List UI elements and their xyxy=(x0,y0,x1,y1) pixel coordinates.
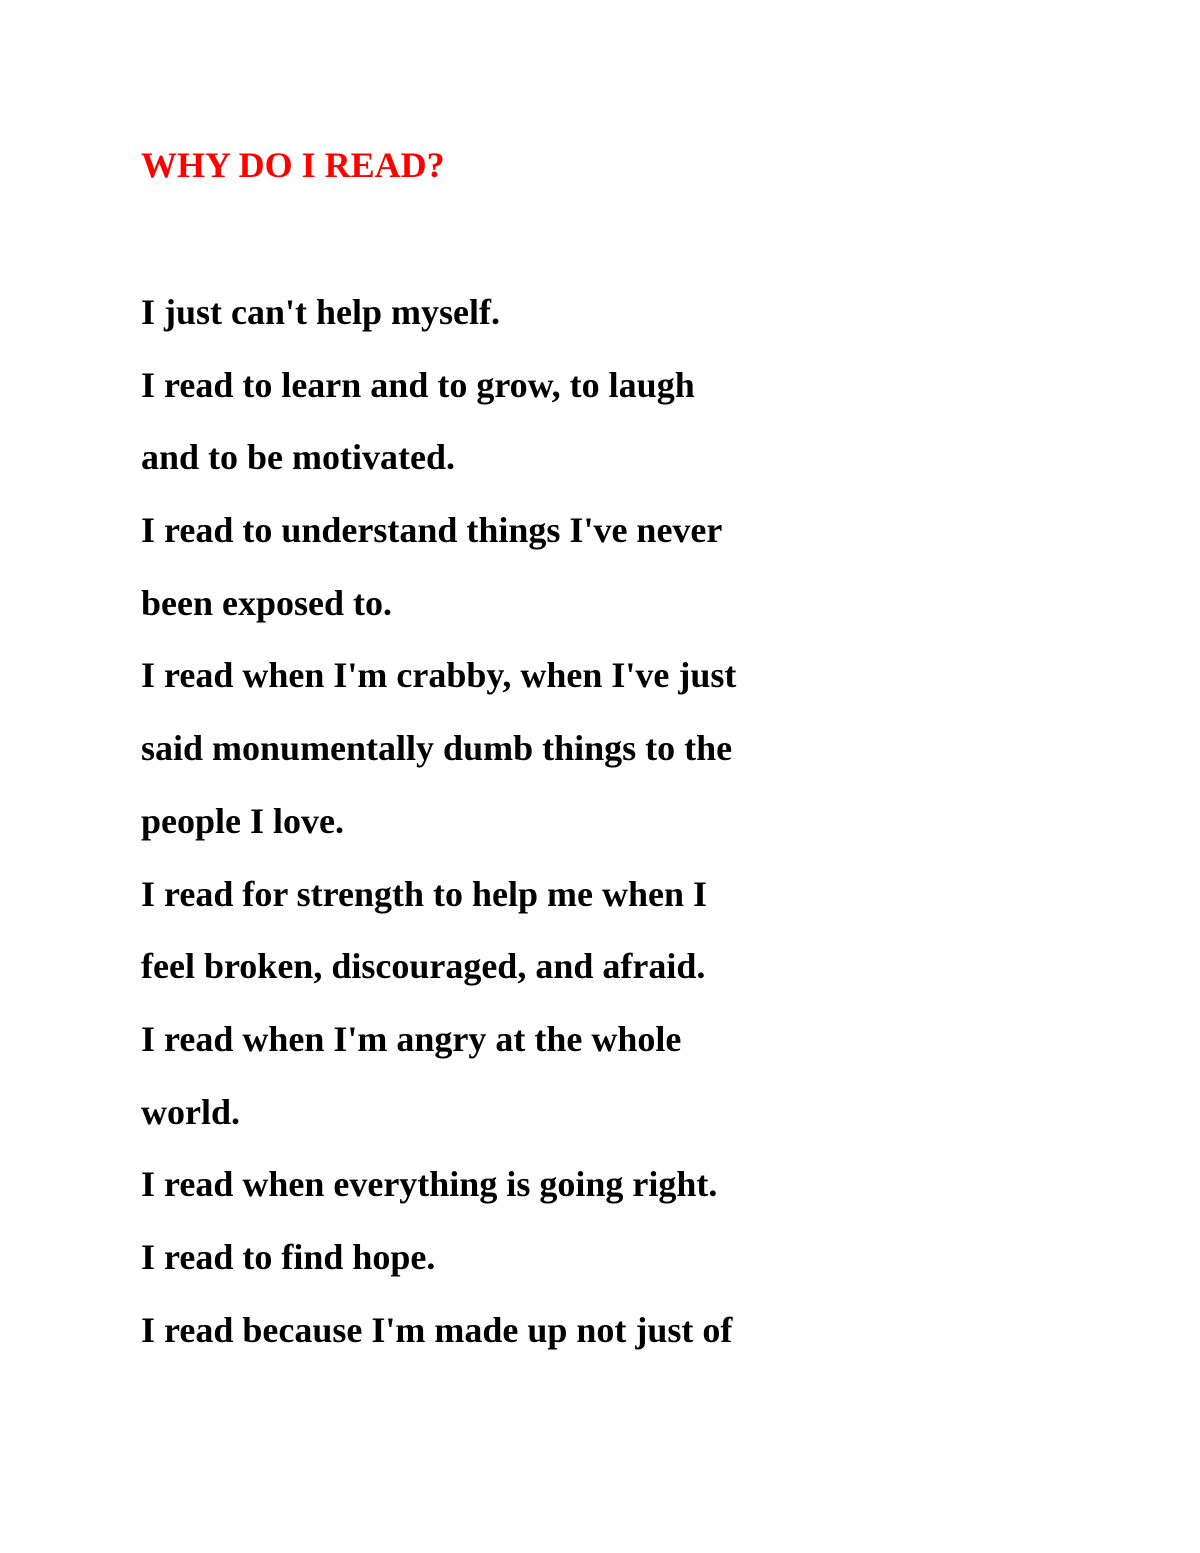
poem-line: said monumentally dumb things to the xyxy=(141,728,733,769)
poem-line: I read to learn and to grow, to laugh xyxy=(141,364,695,405)
poem-line: I read when everything is going right. xyxy=(141,1164,718,1205)
poem-line: I read for strength to help me when I xyxy=(141,873,707,914)
poem-line: I read when I'm crabby, when I've just xyxy=(141,655,737,696)
poem-lines xyxy=(141,284,736,1374)
poem-line: world. xyxy=(141,1091,240,1132)
poem-line: I read when I'm angry at the whole xyxy=(141,1018,682,1059)
poem-line: people I love. xyxy=(141,800,344,841)
poem-line: and to be motivated. xyxy=(141,437,455,478)
poem-line: I read to find hope. xyxy=(141,1236,436,1277)
poem-line: been exposed to. xyxy=(141,582,392,623)
poem-line: feel broken, discouraged, and afraid. xyxy=(141,946,706,987)
poem-line: I read because I'm made up not just of xyxy=(141,1309,733,1350)
poem-line: I just can't help myself. xyxy=(141,292,500,332)
poem-line: I read to understand things I've never xyxy=(141,510,723,551)
page-title: WHY DO I READ? xyxy=(141,145,445,185)
